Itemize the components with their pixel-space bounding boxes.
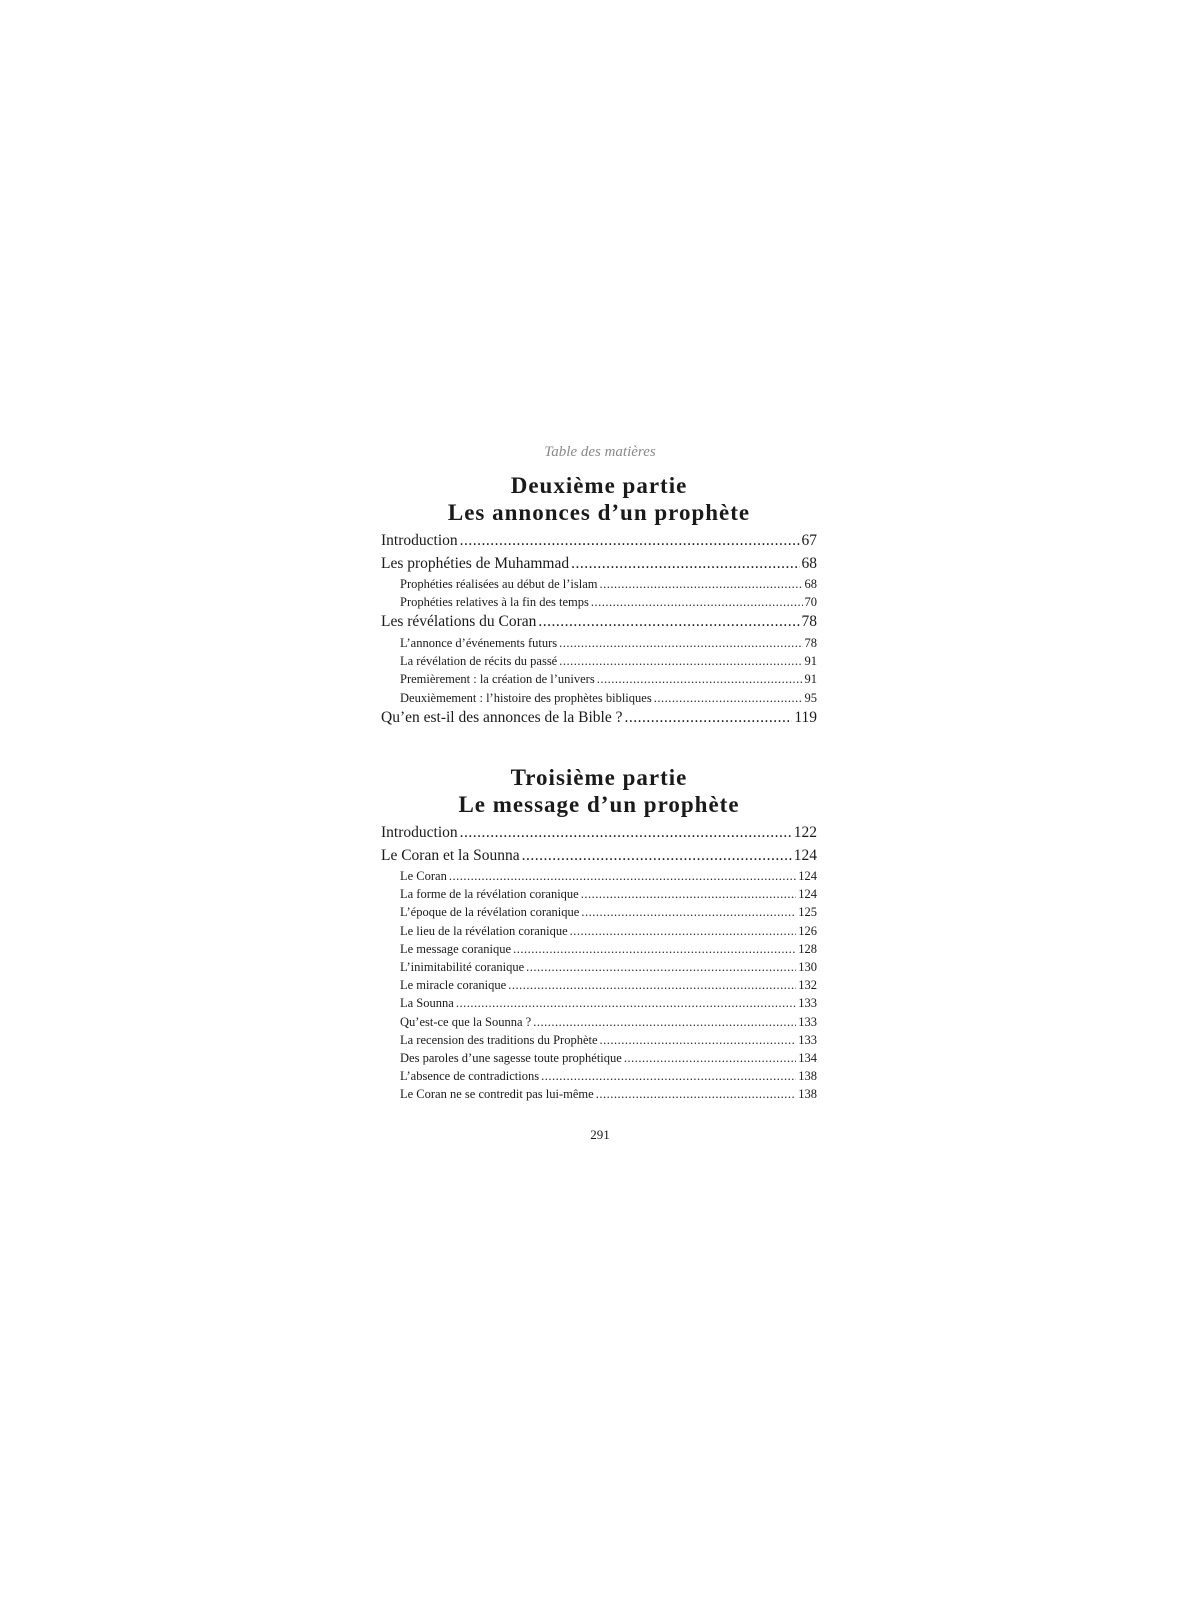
toc-entry-label: La recension des traditions du Prophète <box>400 1032 598 1047</box>
toc-entry-page: 91 <box>804 654 817 669</box>
running-head: Table des matières <box>544 444 656 460</box>
toc-leader-dots <box>581 903 796 921</box>
toc-entry-label: Prophéties relatives à la fin des temps <box>400 595 589 610</box>
toc-entry-label: L’époque de la révélation coranique <box>400 905 580 920</box>
toc-entry-label: Qu’est-ce que la Sounna ? <box>400 1014 532 1029</box>
toc-entry-label: Prophéties réalisées au début de l’islam <box>400 577 598 591</box>
toc-entry-label: Qu’en est-il des annonces de la Bible ? <box>381 708 623 726</box>
toc-entry-label: L’annonce d’événements futurs <box>400 635 558 650</box>
toc-leader-dots <box>513 940 796 958</box>
toc-leader-dots <box>571 553 799 576</box>
toc-entry-page: 78 <box>804 635 817 650</box>
toc-entry-label: Le Coran ne se contredit pas lui-même <box>400 1087 594 1102</box>
toc-entry-page: 128 <box>798 941 817 956</box>
toc-entry-label: Premièrement : la création de l’univers <box>400 672 595 687</box>
toc-entry-page: 119 <box>794 708 817 726</box>
toc-leader-dots <box>600 1031 797 1049</box>
toc-leader-dots <box>526 958 796 976</box>
toc-chapter-entry <box>381 530 817 553</box>
toc-section-entry <box>381 958 817 976</box>
toc-entry-label: Le message coranique <box>400 941 512 956</box>
toc-section-entry <box>381 940 817 958</box>
part-deuxieme <box>381 472 817 729</box>
part-title-line1: Deuxième partie <box>510 473 688 498</box>
toc-entry-label: Introduction <box>381 824 458 841</box>
toc-entry-page: 68 <box>804 577 817 591</box>
toc-entry-label: Le miracle coranique <box>400 978 507 993</box>
toc-leader-dots <box>581 885 797 903</box>
toc-leader-dots <box>600 575 803 593</box>
toc-entry-page: 124 <box>793 846 817 864</box>
toc-entry-page: 125 <box>798 905 817 920</box>
toc-leader-dots <box>559 652 802 670</box>
toc-entry-page: 133 <box>798 996 817 1011</box>
toc-leader-dots <box>597 670 803 688</box>
part-title-line1: Troisième partie <box>510 765 688 790</box>
toc-leader-dots <box>541 1067 796 1085</box>
toc-section-entry <box>381 1085 817 1103</box>
toc-leader-dots <box>522 845 792 868</box>
toc-entry-label: Le lieu de la révélation coranique <box>400 923 568 938</box>
toc-entry-label: Le Coran et la Sounna <box>381 846 520 864</box>
part-troisieme <box>381 764 817 1104</box>
toc-list <box>381 530 817 729</box>
toc-chapter-entry <box>381 822 817 845</box>
toc-list <box>381 822 817 1104</box>
toc-entry-label: L’inimitabilité coranique <box>400 960 525 975</box>
toc-section-entry <box>381 689 817 707</box>
toc-section-entry <box>381 922 817 940</box>
part-title-line2: Le message d’un prophète <box>458 792 740 817</box>
toc-leader-dots <box>624 1049 796 1067</box>
toc-leader-dots <box>654 689 803 707</box>
toc-leader-dots <box>449 867 796 885</box>
toc-leader-dots <box>533 1013 796 1031</box>
toc-entry-page: 124 <box>798 887 817 902</box>
toc-chapter-entry <box>381 707 817 730</box>
toc-section-entry <box>381 1013 817 1031</box>
toc-section-entry <box>381 1031 817 1049</box>
toc-entry-page: 78 <box>801 613 817 631</box>
toc-entry-label: Deuxièmement : l’histoire des prophètes bibliques <box>400 690 652 705</box>
toc-leader-dots <box>460 530 800 553</box>
toc-entry-page: 133 <box>798 1014 817 1029</box>
toc-leader-dots <box>596 1085 797 1103</box>
toc-entry-page: 138 <box>798 1069 817 1084</box>
toc-entry-page: 134 <box>798 1051 817 1066</box>
toc-entry-page: 130 <box>798 960 817 975</box>
toc-leader-dots <box>570 922 797 940</box>
toc-leader-dots <box>456 994 796 1012</box>
part-title <box>381 764 817 818</box>
toc-entry-label: Le Coran <box>400 869 447 883</box>
toc-entry-page: 124 <box>798 869 817 883</box>
toc-entry-label: Des paroles d’une sagesse toute prophétique <box>400 1051 622 1066</box>
toc-section-entry <box>381 994 817 1012</box>
toc-entry-page: 91 <box>804 672 817 687</box>
toc-entry-page: 67 <box>801 532 817 549</box>
toc-leader-dots <box>559 634 802 652</box>
toc-entry-label: La forme de la révélation coranique <box>400 887 579 902</box>
toc-section-entry <box>381 976 817 994</box>
toc-entry-page: 70 <box>804 595 817 610</box>
toc-entry-label: Les révélations du Coran <box>381 613 537 631</box>
toc-section-entry <box>381 903 817 921</box>
toc-entry-page: 133 <box>798 1032 817 1047</box>
toc-entry-page: 126 <box>798 923 817 938</box>
toc-section-entry <box>381 867 817 885</box>
toc-entry-page: 138 <box>798 1087 817 1102</box>
toc-section-entry <box>381 670 817 688</box>
toc-section-entry <box>381 575 817 593</box>
toc-section-entry <box>381 593 817 611</box>
part-title <box>381 472 817 526</box>
toc-entry-page: 132 <box>798 978 817 993</box>
toc-entry-label: Les prophéties de Muhammad <box>381 554 570 572</box>
toc-entry-label: La Sounna <box>400 996 454 1011</box>
toc-chapter-entry <box>381 553 817 576</box>
toc-entry-label: Introduction <box>381 532 458 549</box>
part-title-line2: Les annonces d’un prophète <box>447 500 751 525</box>
toc-chapter-entry <box>381 611 817 634</box>
toc-entry-page: 95 <box>804 690 817 705</box>
page-number: 291 <box>590 1127 610 1142</box>
toc-entry-page: 122 <box>793 824 817 841</box>
toc-section-entry <box>381 885 817 903</box>
toc-entry-page: 68 <box>801 554 817 572</box>
toc-chapter-entry <box>381 845 817 868</box>
toc-section-entry <box>381 652 817 670</box>
toc-section-entry <box>381 634 817 652</box>
toc-entry-label: L’absence de contradictions <box>400 1069 540 1084</box>
toc-leader-dots <box>538 611 799 634</box>
toc-section-entry <box>381 1049 817 1067</box>
toc-section-entry <box>381 1067 817 1085</box>
toc-leader-dots <box>460 822 792 845</box>
toc-leader-dots <box>508 976 796 994</box>
toc-leader-dots <box>591 593 803 611</box>
toc-entry-label: La révélation de récits du passé <box>400 654 558 669</box>
toc-leader-dots <box>624 707 792 730</box>
